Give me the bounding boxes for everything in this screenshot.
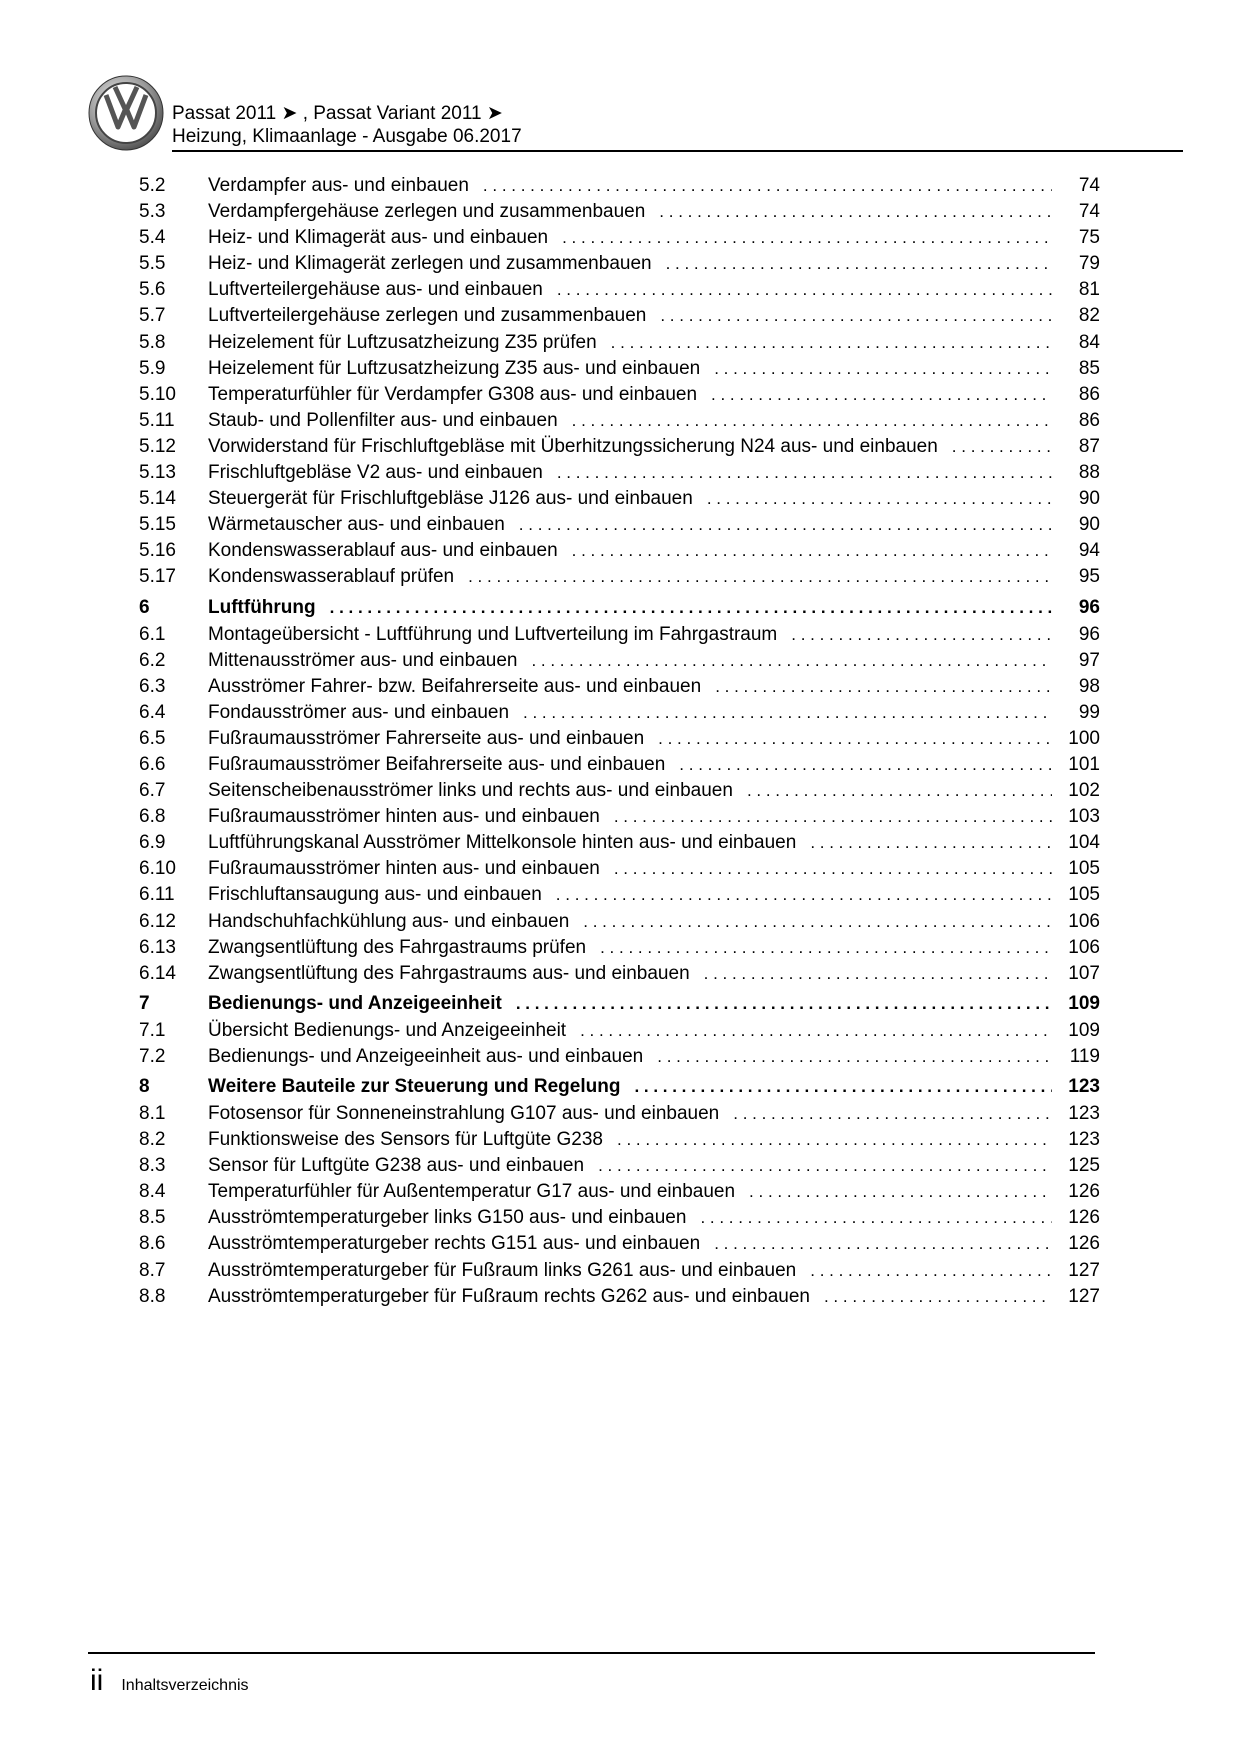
toc-section-number: 8	[139, 1076, 150, 1097]
toc-dot-leader	[810, 833, 1052, 853]
toc-page-number: 109	[1068, 992, 1100, 1014]
toc-section-title: Ausströmtemperaturgeber rechts G151 aus- und einbauen	[208, 1233, 701, 1255]
toc-page-number: 86	[1078, 409, 1100, 431]
toc-section-number: 5.2	[139, 175, 166, 196]
toc-page-number: 82	[1078, 305, 1100, 327]
toc-row[interactable]	[139, 540, 1100, 566]
page-number: ii	[90, 1664, 104, 1697]
toc-page-number: 79	[1078, 253, 1100, 275]
toc-section-title: Sensor für Luftgüte G238 aus- und einbauen	[208, 1155, 585, 1177]
toc-section-title: Fußraumausströmer hinten aus- und einbauen	[208, 858, 600, 880]
toc-section-number: 8.6	[139, 1233, 166, 1255]
toc-dot-leader	[810, 1261, 1052, 1281]
toc-row[interactable]	[139, 884, 1100, 910]
toc-row[interactable]	[139, 754, 1100, 780]
toc-section-title: Frischluftansaugung aus- und einbauen	[208, 884, 542, 906]
toc-page-number: 109	[1068, 1019, 1100, 1041]
toc-row[interactable]	[139, 806, 1100, 832]
toc-dot-leader	[583, 912, 1052, 932]
toc-section-number: 5.10	[139, 383, 176, 405]
toc-row[interactable]	[139, 410, 1100, 436]
toc-page-number: 100	[1068, 727, 1100, 749]
toc-page-number: 105	[1068, 884, 1100, 906]
toc-section-number: 6.1	[139, 623, 166, 645]
toc-page-number: 126	[1068, 1207, 1100, 1229]
toc-section-number: 7.1	[139, 1019, 166, 1041]
toc-section-number: 5.13	[139, 462, 176, 484]
toc-row[interactable]	[139, 488, 1100, 514]
toc-page-number: 87	[1078, 435, 1100, 457]
toc-section-title: Montageübersicht - Luftführung und Luftverteilung im Fahrgastraum	[208, 623, 778, 645]
toc-dot-leader	[714, 1234, 1052, 1254]
toc-section-number: 5.3	[139, 201, 166, 223]
toc-section-title: Luftverteilergehäuse aus- und einbauen	[208, 279, 543, 301]
toc-section-number: 6.4	[139, 701, 166, 723]
toc-section-number: 8.2	[139, 1129, 166, 1151]
toc-section-title: Luftführung	[208, 596, 316, 618]
toc-row[interactable]	[139, 384, 1100, 410]
toc-row[interactable]	[139, 1046, 1100, 1072]
toc-section-number: 6.10	[139, 858, 176, 880]
header-title-line1: Passat 2011 ➤ , Passat Variant 2011 ➤	[172, 103, 503, 124]
toc-section-number: 8.8	[139, 1285, 166, 1307]
footer-section-label: Inhaltsverzeichnis	[121, 1677, 249, 1694]
toc-section-number: 5.5	[139, 253, 166, 275]
toc-chapter-row[interactable]	[139, 1076, 1100, 1103]
toc-page-number: 74	[1078, 201, 1100, 223]
toc-section-title: Wärmetauscher aus- und einbauen	[208, 514, 505, 536]
toc-row[interactable]	[139, 566, 1100, 592]
toc-row[interactable]	[139, 175, 1100, 201]
toc-chapter-row[interactable]	[139, 597, 1100, 624]
toc-row[interactable]	[139, 462, 1100, 488]
toc-row[interactable]	[139, 1020, 1100, 1046]
toc-page-number: 96	[1078, 623, 1100, 645]
toc-section-title: Bedienungs- und Anzeigeeinheit	[208, 992, 502, 1014]
toc-row[interactable]	[139, 358, 1100, 384]
toc-section-title: Heiz- und Klimagerät aus- und einbauen	[208, 227, 549, 249]
toc-section-number: 6.14	[139, 962, 176, 984]
toc-dot-leader	[556, 885, 1052, 905]
toc-page-number: 126	[1068, 1181, 1100, 1203]
toc-page-number: 81	[1078, 279, 1100, 301]
toc-row[interactable]	[139, 1260, 1100, 1286]
toc-dot-leader	[824, 1287, 1052, 1307]
toc-section-title: Ausströmer Fahrer- bzw. Beifahrerseite aus- und einbauen	[208, 675, 702, 697]
page-header	[88, 75, 1088, 157]
toc-section-title: Vorwiderstand für Frischluftgebläse mit Überhitzungssicherung N24 aus- und einbauen	[208, 435, 938, 457]
toc-section-number: 5.8	[139, 331, 166, 353]
toc-row[interactable]	[139, 702, 1100, 728]
toc-dot-leader	[952, 437, 1052, 457]
toc-section-number: 5.16	[139, 540, 176, 562]
toc-section-title: Funktionsweise des Sensors für Luftgüte G238	[208, 1129, 604, 1151]
toc-dot-leader	[611, 333, 1052, 353]
toc-section-title: Übersicht Bedienungs- und Anzeigeeinheit	[208, 1019, 567, 1041]
toc-page-number: 102	[1068, 780, 1100, 802]
toc-page-number: 123	[1068, 1076, 1100, 1097]
toc-dot-leader	[562, 228, 1052, 248]
toc-page-number: 105	[1068, 858, 1100, 880]
toc-page-number: 90	[1078, 488, 1100, 510]
toc-section-title: Fotosensor für Sonneneinstrahlung G107 aus- und einbauen	[208, 1103, 720, 1124]
toc-row[interactable]	[139, 253, 1100, 279]
toc-section-number: 5.17	[139, 566, 176, 588]
toc-page-number: 126	[1068, 1233, 1100, 1255]
toc-dot-leader	[531, 651, 1052, 671]
toc-section-number: 8.5	[139, 1207, 166, 1229]
toc-section-number: 7	[139, 992, 150, 1014]
toc-section-number: 5.14	[139, 488, 176, 510]
toc-dot-leader	[598, 1156, 1052, 1176]
toc-section-title: Mittenausströmer aus- und einbauen	[208, 649, 518, 671]
toc-section-number: 5.12	[139, 435, 176, 457]
toc-section-title: Fußraumausströmer Fahrerseite aus- und einbauen	[208, 727, 645, 749]
toc-section-title: Heiz- und Klimagerät zerlegen und zusammenbauen	[208, 253, 652, 275]
toc-dot-leader	[657, 1047, 1052, 1067]
toc-page-number: 94	[1078, 540, 1100, 562]
toc-page-number: 74	[1078, 175, 1100, 196]
toc-section-title: Zwangsentlüftung des Fahrgastraums prüfen	[208, 936, 587, 958]
toc-row[interactable]	[139, 1286, 1100, 1312]
toc-page-number: 127	[1068, 1259, 1100, 1281]
toc-page-number: 127	[1068, 1285, 1100, 1307]
toc-section-title: Heizelement für Luftzusatzheizung Z35 prüfen	[208, 331, 597, 353]
toc-page-number: 123	[1068, 1129, 1100, 1151]
toc-chapter-row[interactable]	[139, 993, 1100, 1020]
toc-page-number: 101	[1068, 753, 1100, 775]
toc-dot-leader	[715, 677, 1052, 697]
toc-section-number: 8.1	[139, 1103, 166, 1124]
toc-dot-leader	[516, 994, 1052, 1014]
toc-dot-leader	[714, 359, 1052, 379]
toc-row[interactable]	[139, 227, 1100, 253]
toc-section-number: 6.5	[139, 727, 166, 749]
toc-dot-leader	[634, 1077, 1052, 1097]
toc-dot-leader	[747, 781, 1052, 801]
toc-section-number: 5.15	[139, 514, 176, 536]
toc-dot-leader	[600, 938, 1052, 958]
toc-row[interactable]	[139, 514, 1100, 540]
toc-section-title: Kondenswasserablauf aus- und einbauen	[208, 540, 558, 562]
toc-page-number: 88	[1078, 462, 1100, 484]
toc-section-number: 8.4	[139, 1181, 166, 1203]
toc-row[interactable]	[139, 911, 1100, 937]
toc-page-number: 97	[1078, 649, 1100, 671]
toc-section-title: Staub- und Pollenfilter aus- und einbauen	[208, 409, 558, 431]
toc-dot-leader	[704, 964, 1052, 984]
toc-section-title: Luftführungskanal Ausströmer Mittelkonsole hinten aus- und einbauen	[208, 832, 797, 854]
toc-section-title: Seitenscheibenausströmer links und rechts aus- und einbauen	[208, 780, 733, 802]
toc-page-number: 86	[1078, 383, 1100, 405]
toc-row[interactable]	[139, 650, 1100, 676]
header-title-line2: Heizung, Klimaanlage - Ausgabe 06.2017	[172, 126, 522, 147]
toc-section-title: Fußraumausströmer hinten aus- und einbauen	[208, 806, 600, 828]
toc-row[interactable]	[139, 963, 1100, 989]
toc-row[interactable]	[139, 858, 1100, 884]
toc-section-title: Ausströmtemperaturgeber für Fußraum links G261 aus- und einbauen	[208, 1259, 797, 1281]
toc-page-number: 90	[1078, 514, 1100, 536]
toc-section-title: Verdampfer aus- und einbauen	[208, 175, 469, 196]
toc-page-number: 99	[1078, 701, 1100, 723]
toc-section-title: Verdampfergehäuse zerlegen und zusammenbauen	[208, 201, 646, 223]
toc-section-number: 6.12	[139, 910, 176, 932]
toc-section-number: 6.2	[139, 649, 166, 671]
toc-dot-leader	[519, 515, 1052, 535]
toc-dot-leader	[749, 1182, 1052, 1202]
toc-section-title: Fußraumausströmer Beifahrerseite aus- und einbauen	[208, 753, 666, 775]
toc-section-number: 6.13	[139, 936, 176, 958]
toc-row[interactable]	[139, 1181, 1100, 1207]
toc-page-number: 106	[1068, 910, 1100, 932]
toc-section-title: Frischluftgebläse V2 aus- und einbauen	[208, 462, 543, 484]
toc-section-number: 6.8	[139, 806, 166, 828]
toc-dot-leader	[572, 541, 1052, 561]
toc-section-title: Zwangsentlüftung des Fahrgastraums aus- und einbauen	[208, 962, 690, 984]
toc-row[interactable]	[139, 305, 1100, 331]
toc-section-title: Heizelement für Luftzusatzheizung Z35 aus- und einbauen	[208, 357, 701, 379]
toc-page-number: 84	[1078, 331, 1100, 353]
toc-page-number: 123	[1068, 1103, 1100, 1124]
toc-row[interactable]	[139, 624, 1100, 650]
toc-section-number: 6.9	[139, 832, 166, 854]
toc-section-number: 6.11	[139, 884, 175, 906]
toc-dot-leader	[614, 859, 1052, 879]
toc-page-number: 119	[1069, 1045, 1100, 1067]
toc-row[interactable]	[139, 1233, 1100, 1259]
toc-row[interactable]	[139, 1103, 1100, 1129]
toc-page-number: 106	[1068, 936, 1100, 958]
toc-section-number: 5.6	[139, 279, 166, 301]
toc-section-title: Handschuhfachkühlung aus- und einbauen	[208, 910, 570, 932]
toc-section-title: Temperaturfühler für Außentemperatur G17 aus- und einbauen	[208, 1181, 736, 1203]
toc-section-number: 7.2	[139, 1045, 166, 1067]
toc-dot-leader	[523, 703, 1052, 723]
toc-page-number: 75	[1078, 227, 1100, 249]
toc-section-number: 8.7	[139, 1259, 166, 1281]
toc-row[interactable]	[139, 279, 1100, 305]
toc-dot-leader	[658, 729, 1052, 749]
toc-section-number: 5.9	[139, 357, 166, 379]
toc-section-title: Ausströmtemperaturgeber für Fußraum rechts G262 aus- und einbauen	[208, 1285, 810, 1307]
toc-page-number: 107	[1068, 962, 1100, 984]
toc-section-title: Fondausströmer aus- und einbauen	[208, 701, 510, 723]
toc-page-number: 96	[1078, 596, 1100, 618]
toc-page-number: 104	[1068, 832, 1100, 854]
header-divider	[172, 150, 1183, 152]
toc-row[interactable]	[139, 676, 1100, 702]
toc-row[interactable]	[139, 832, 1100, 858]
toc-section-number: 6	[139, 596, 150, 618]
toc-dot-leader	[791, 625, 1052, 645]
toc-dot-leader	[666, 254, 1052, 274]
toc-section-title: Steuergerät für Frischluftgebläse J126 aus- und einbauen	[208, 488, 693, 510]
toc-page-number: 125	[1068, 1155, 1100, 1177]
toc-dot-leader	[660, 306, 1052, 326]
page-footer	[90, 1664, 249, 1698]
toc-dot-leader	[557, 280, 1052, 300]
toc-dot-leader	[468, 567, 1052, 587]
toc-section-number: 5.11	[139, 409, 175, 431]
toc-section-number: 6.3	[139, 675, 166, 697]
toc-dot-leader	[679, 755, 1052, 775]
toc-row[interactable]	[139, 1155, 1100, 1181]
toc-row[interactable]	[139, 780, 1100, 806]
toc-row[interactable]	[139, 1207, 1100, 1233]
toc-dot-leader	[707, 489, 1052, 509]
toc-dot-leader	[614, 807, 1052, 827]
vw-logo-icon	[88, 75, 164, 151]
toc-row[interactable]	[139, 332, 1100, 358]
footer-divider	[88, 1652, 1095, 1654]
toc-page-number: 95	[1078, 566, 1100, 588]
toc-dot-leader	[700, 1208, 1052, 1228]
toc-dot-leader	[659, 202, 1052, 222]
toc-section-number: 5.7	[139, 305, 166, 327]
toc-section-number: 8.3	[139, 1155, 166, 1177]
toc-dot-leader	[330, 598, 1052, 618]
toc-dot-leader	[557, 463, 1052, 483]
toc-row[interactable]	[139, 728, 1100, 754]
toc-section-title: Kondenswasserablauf prüfen	[208, 566, 455, 588]
toc-dot-leader	[711, 385, 1052, 405]
toc-section-title: Weitere Bauteile zur Steuerung und Regelung	[208, 1076, 621, 1097]
toc-dot-leader	[733, 1104, 1052, 1124]
toc-row[interactable]	[139, 436, 1100, 462]
toc-section-number: 6.7	[139, 780, 166, 802]
toc-section-number: 5.4	[139, 227, 166, 249]
toc-section-number: 6.6	[139, 753, 166, 775]
toc-row[interactable]	[139, 937, 1100, 963]
toc-page-number: 98	[1078, 675, 1100, 697]
toc-section-title: Ausströmtemperaturgeber links G150 aus- und einbauen	[208, 1207, 687, 1229]
toc-row[interactable]	[139, 1129, 1100, 1155]
toc-row[interactable]	[139, 201, 1100, 227]
table-of-contents	[139, 175, 1100, 1312]
toc-dot-leader	[483, 176, 1052, 196]
toc-section-title: Temperaturfühler für Verdampfer G308 aus- und einbauen	[208, 383, 698, 405]
toc-section-title: Luftverteilergehäuse zerlegen und zusammenbauen	[208, 305, 647, 327]
toc-page-number: 103	[1068, 806, 1100, 828]
toc-page-number: 85	[1078, 357, 1100, 379]
toc-dot-leader	[580, 1021, 1052, 1041]
toc-dot-leader	[572, 411, 1052, 431]
toc-dot-leader	[617, 1130, 1052, 1150]
toc-section-title: Bedienungs- und Anzeigeeinheit aus- und einbauen	[208, 1045, 644, 1067]
